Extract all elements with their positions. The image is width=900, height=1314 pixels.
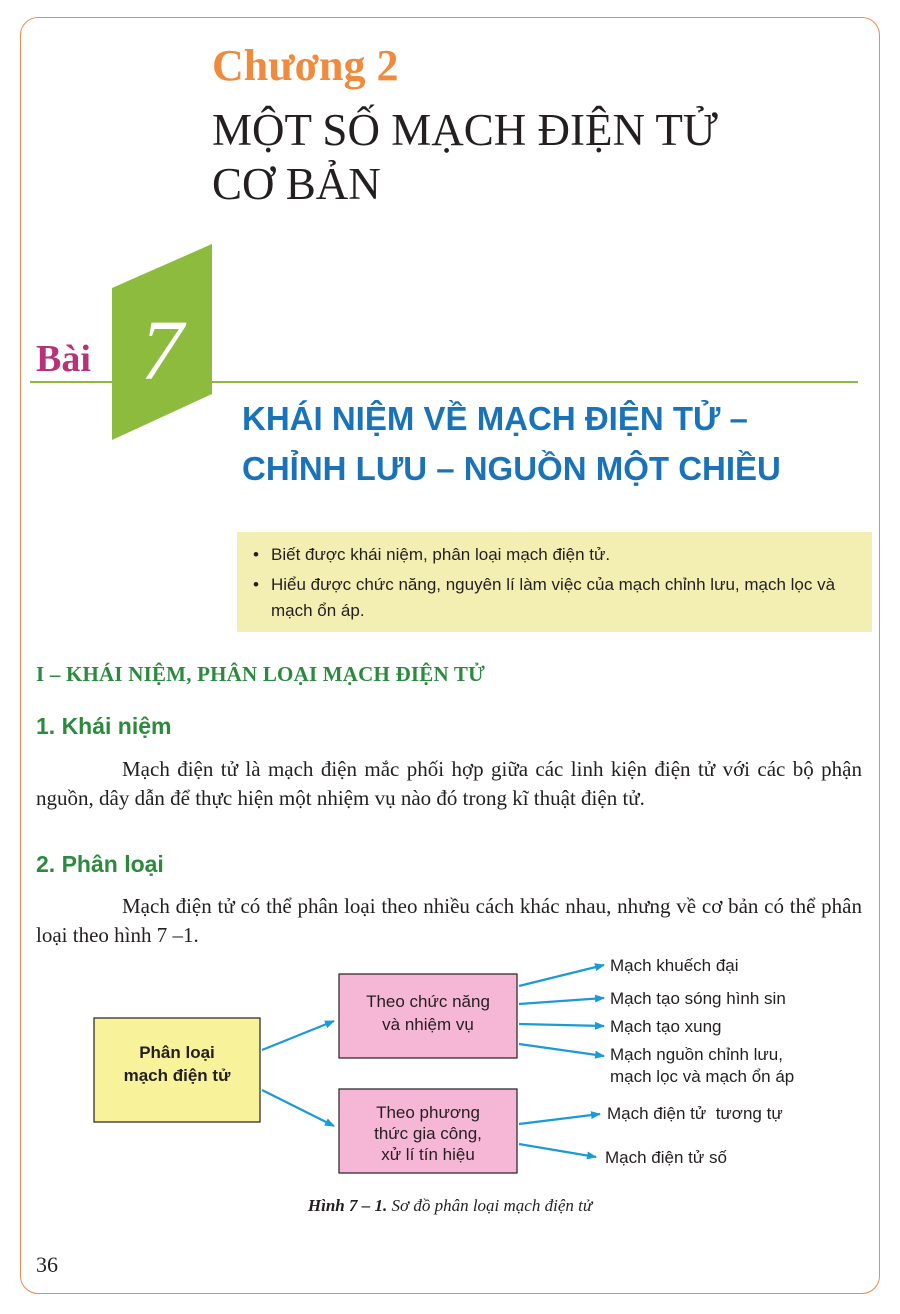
figure-caption [0,1196,900,1216]
lesson-title-line-1: KHÁI NIỆM VỀ MẠCH ĐIỆN TỬ – [242,400,748,437]
arrow-to-pulse [519,1024,604,1026]
arrow-to-analog [519,1114,600,1124]
arrow-to-power [519,1044,604,1056]
leaf-power-line-2: mạch lọc và mạch ổn áp [610,1067,795,1086]
leaf-sine-generator: Mạch tạo sóng hình sin [610,989,786,1008]
page-number: 36 [36,1252,58,1277]
leaf-digital: Mạch điện tử số [605,1148,727,1167]
branch-function-line-1: Theo chức năng [366,992,490,1011]
figure-caption-label: Hình 7 – 1. [307,1196,388,1215]
branch-processing-line-1: Theo phương [376,1103,480,1122]
branch-processing-line-2: thức gia công, [374,1124,482,1143]
branch-function-line-2: và nhiệm vụ [382,1015,474,1034]
objectives-box [237,532,872,632]
branch-processing-line-3: xử lí tín hiệu [381,1145,475,1164]
leaf-power-line-1: Mạch nguồn chỉnh lưu, [610,1045,783,1064]
arrow-to-sine [519,998,604,1004]
lesson-number: 7 [140,302,184,398]
chapter-title-line-2: CƠ BẢN [212,159,381,209]
leaf-amplifier: Mạch khuếch đại [610,956,739,975]
chapter-title-line-1: MỘT SỐ MẠCH ĐIỆN TỬ [212,105,718,155]
classification-diagram [0,950,900,1190]
leaf-pulse-generator: Mạch tạo xung [610,1017,722,1036]
arrow-root-to-processing [262,1090,334,1126]
lesson-title [242,394,882,494]
root-label-line-2: mạch điện tử [123,1066,231,1085]
root-label-line-1: Phân loại [139,1043,215,1062]
lesson-word: Bài [36,338,91,380]
lesson-title-line-2: CHỈNH LƯU – NGUỒN MỘT CHIỀU [242,450,781,487]
subsection-heading-classification: 2. Phân loại [36,851,164,877]
subsection-heading-concept: 1. Khái niệm [36,713,172,739]
arrow-to-amplifier [519,965,604,986]
objective-item: • Biết được khái niệm, phân loại mạch điện tử. [271,542,858,568]
paragraph-concept: Mạch điện tử là mạch điện mắc phối hợp giữa các linh kiện điện tử với các bộ phận nguồn, dây dẫn để thực hiện một nhiệm vụ nào đó trong kĩ thuật điện tử. [36,757,862,810]
chapter-label: Chương 2 [212,41,399,90]
leaf-analog: Mạch điện tử tương tự [607,1104,783,1123]
paragraph-classification: Mạch điện tử có thể phân loại theo nhiều cách khác nhau, nhưng về cơ bản có thể phân loại theo hình 7 –1. [36,894,862,947]
figure-caption-text: Sơ đồ phân loại mạch điện tử [391,1196,593,1215]
arrow-to-digital [519,1144,596,1157]
objective-item: • Hiểu được chức năng, nguyên lí làm việc của mạch chỉnh lưu, mạch lọc và mạch ổn áp. [271,572,858,624]
section-heading: I – KHÁI NIỆM, PHÂN LOẠI MẠCH ĐIỆN TỬ [36,662,486,686]
arrow-root-to-function [262,1021,334,1050]
chapter-title [212,103,852,211]
